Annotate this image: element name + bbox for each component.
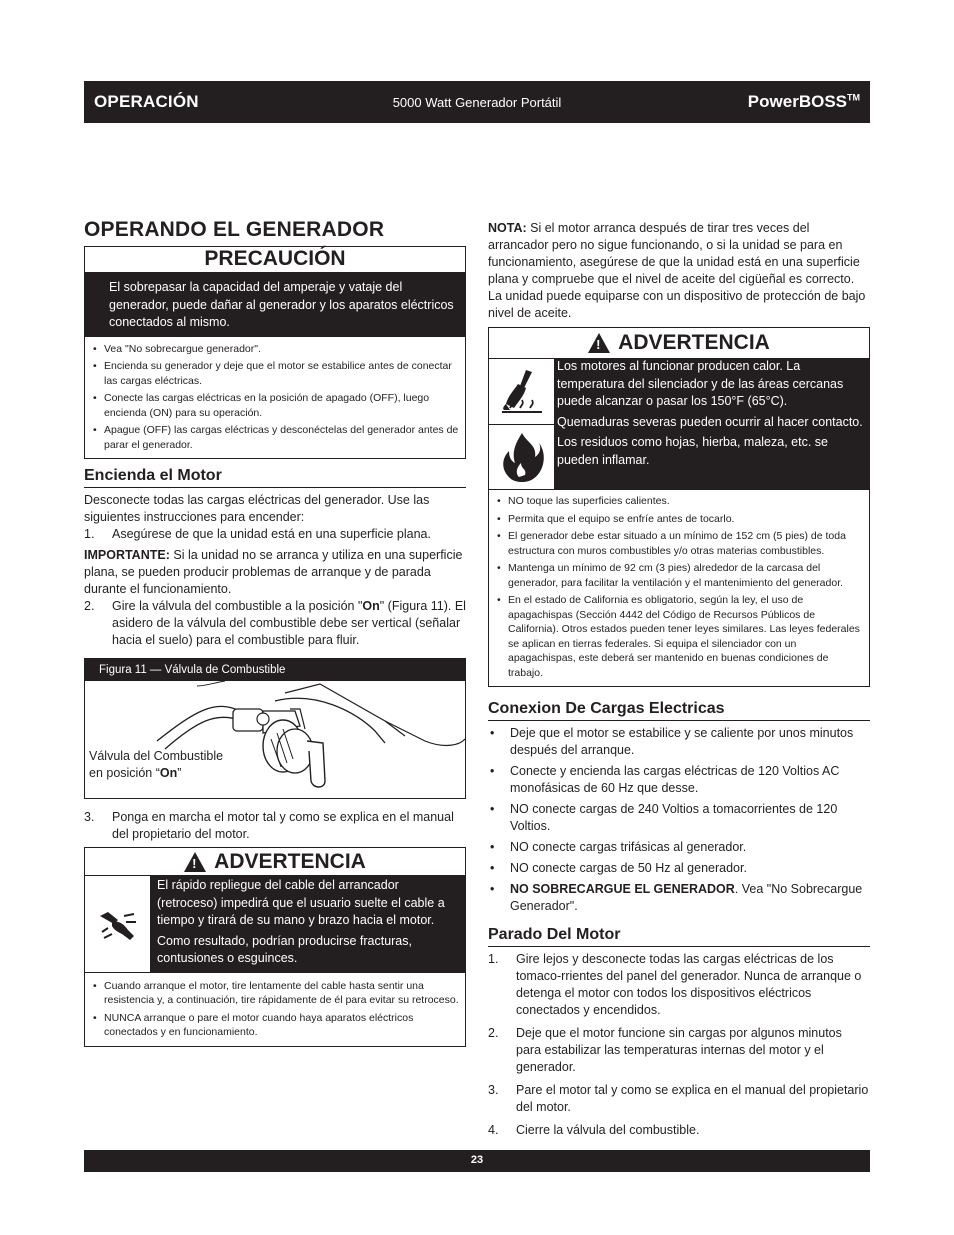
- step-1: 1. Asegúrese de que la unidad está en una superficie plana.: [84, 527, 431, 541]
- advertencia-left-bullets: [85, 972, 465, 1046]
- parado-heading: Parado Del Motor: [488, 925, 870, 947]
- page-number: 23: [84, 1150, 870, 1172]
- precaucion-box: [84, 246, 466, 459]
- list-item: • Encienda su generador y deje que el motor se estabilice antes de conectar las cargas eléctricas.: [89, 359, 459, 388]
- list-item: • Apague (OFF) las cargas eléctricas y desconéctelas del generador antes de parar el generador.: [89, 423, 459, 452]
- conexion-list: [488, 725, 870, 915]
- precaucion-bullets: [85, 337, 465, 459]
- section-title: OPERACIÓN: [94, 92, 199, 111]
- list-item: • Cuando arranque el motor, tire lentamente del cable hasta sentir una resistencia y, a continuación, tire rápidamente de él para evitar su retroceso.: [89, 979, 459, 1008]
- right-column: [488, 220, 870, 1139]
- figure-body: [85, 681, 465, 798]
- warning-triangle-icon: !: [588, 333, 610, 353]
- advertencia-right-box: [488, 327, 870, 687]
- step-3: 3. Ponga en marcha el motor tal y como se explica en el manual del propietario del motor.: [84, 810, 454, 841]
- advertencia-right-icons: [489, 358, 555, 489]
- precaucion-title: PRECAUCIÓN: [204, 247, 346, 270]
- list-item: • NO toque las superficies calientes.: [493, 494, 863, 509]
- hot-surface-hand-icon: [489, 359, 554, 425]
- list-item: 2. Deje que el motor funcione sin cargas por algunos minutos para estabilizar las temperaturas internas del motor y el generador.: [488, 1026, 842, 1074]
- list-item: • El generador debe estar situado a un mínimo de 152 cm (5 pies) de toda estructura con muros combustibles y/o otras materias combustibles.: [493, 529, 863, 558]
- warning-triangle-icon: !: [184, 852, 206, 872]
- list-item: 1. Gire lejos y desconecte todas las cargas eléctricas de los tomaco-rrientes del panel del generador. Nunca de arranque o detenga el motor con todos los dispositivos eléctricos conectados y encendidos.: [488, 952, 862, 1017]
- conexion-heading: Conexion De Cargas Electricas: [488, 699, 870, 721]
- importante-note: IMPORTANTE: Si la unidad no se arranca y utiliza en una superficie plana, se pueden producir problemas de arranque y de parada durante el funcionamiento.: [84, 548, 463, 596]
- list-item: • Vea "No sobrecargue generador".: [89, 342, 459, 357]
- advertencia-left-body: [85, 875, 465, 972]
- advertencia-right-title: ! ADVERTENCIA: [489, 328, 869, 358]
- advertencia-right-text: Los motores al funcionar producen calor. La temperatura del silenciador y de las áreas cercanas puede alcanzar o pasar los 150°F (65°C). Quemaduras severas pueden ocurrir al hacer contacto. Los residuos como hojas, hierba, maleza, etc. se pueden inflamar.: [555, 358, 869, 489]
- left-column: [84, 218, 466, 1047]
- brand-name: PowerBOSS™: [747, 92, 860, 111]
- product-name: 5000 Watt Generador Portátil: [392, 95, 562, 110]
- recoil-hand-icon: [85, 875, 151, 972]
- list-item: • Conecte y encienda las cargas eléctricas de 120 Voltios AC monofásicas de 60 Hz que desse.: [488, 763, 870, 797]
- list-item: • Permita que el equipo se enfríe antes de tocarlo.: [493, 512, 863, 527]
- advertencia-left-box: [84, 847, 466, 1047]
- precaucion-text: El sobrepasar la capacidad del amperaje y vataje del generador, puede dañar al generador y los aparatos eléctricos conectados al mismo.: [85, 272, 465, 337]
- advertencia-right-bullets: [489, 489, 869, 686]
- list-item: • Conecte las cargas eléctricas en la posición de apagado (OFF), luego encienda (ON) para su operación.: [89, 391, 459, 420]
- figure-11: [84, 658, 466, 799]
- step-2: 2. Gire la válvula del combustible a la posición "On" (Figura 11). El asidero de la válvula del combustible debe ser vertical (señalar hacia el suelo) para el combustible para fluir.: [84, 599, 466, 647]
- parado-list: [488, 951, 870, 1139]
- encienda-heading: Encienda el Motor: [84, 466, 466, 488]
- header-bar: [84, 81, 870, 123]
- encienda-intro: Desconecte todas las cargas eléctricas del generador. Use las siguientes instrucciones para encender:: [84, 493, 430, 524]
- fire-icon: [489, 425, 554, 489]
- advertencia-left-text: El rápido repliegue del cable del arrancador (retroceso) impedirá que el usuario suelte el cable a tiempo y tirará de su mano y brazo hacia el motor. Como resultado, podrían producirse fracturas, contusiones o esguinces.: [151, 875, 465, 972]
- list-item: • NO conecte cargas de 240 Voltios a tomacorrientes de 120 Voltios.: [488, 801, 870, 835]
- list-item: • En el estado de California es obligatorio, según la ley, el uso de apagachispas (Sección 4442 del Código de Recursos Públicos de California). Otros estados pueden tener leyes similares. Las leyes federales se aplican en tierras federales. Si equipa el silenciador con un apagachispas, este deberá ser mantenido en buenas condiciones de trabajo.: [493, 593, 863, 680]
- list-item: • Deje que el motor se estabilice y se caliente por unos minutos después del arranque.: [488, 725, 870, 759]
- list-item: • NO SOBRECARGUE EL GENERADOR. Vea "No Sobrecargue Generador".: [488, 881, 870, 915]
- advertencia-right-body: [489, 358, 869, 489]
- list-item: • Mantenga un mínimo de 92 cm (3 pies) alrededor de la carcasa del generador, para facilitar la ventilación y el mantenimiento del generador.: [493, 561, 863, 590]
- page-title: OPERANDO EL GENERADOR: [84, 218, 385, 241]
- figure-label: Válvula del Combustible en posición “On”: [89, 749, 224, 780]
- list-item: 3. Pare el motor tal y como se explica en el manual del propietario del motor.: [488, 1083, 869, 1114]
- list-item: • NO conecte cargas trifásicas al generador.: [488, 839, 870, 856]
- list-item: • NO conecte cargas de 50 Hz al generador.: [488, 860, 870, 877]
- list-item: 4. Cierre la válvula del combustible.: [488, 1123, 700, 1137]
- figure-caption: Figura 11 — Válvula de Combustible: [85, 659, 465, 681]
- nota-paragraph: NOTA: Si el motor arranca después de tirar tres veces del arrancador pero no sigue funcionando, o si la unidad se para en funcionamiento, asegúrese de que la unidad está en una superficie plana y compruebe que el nivel de aceite del cigüeñal es correcto. La unidad puede equiparse con un dispositivo de protección de bajo nivel de aceite.: [488, 221, 866, 320]
- list-item: • NUNCA arranque o pare el motor cuando haya aparatos eléctricos conectados y en funcionamiento.: [89, 1011, 459, 1040]
- advertencia-left-title: ! ADVERTENCIA: [85, 848, 465, 875]
